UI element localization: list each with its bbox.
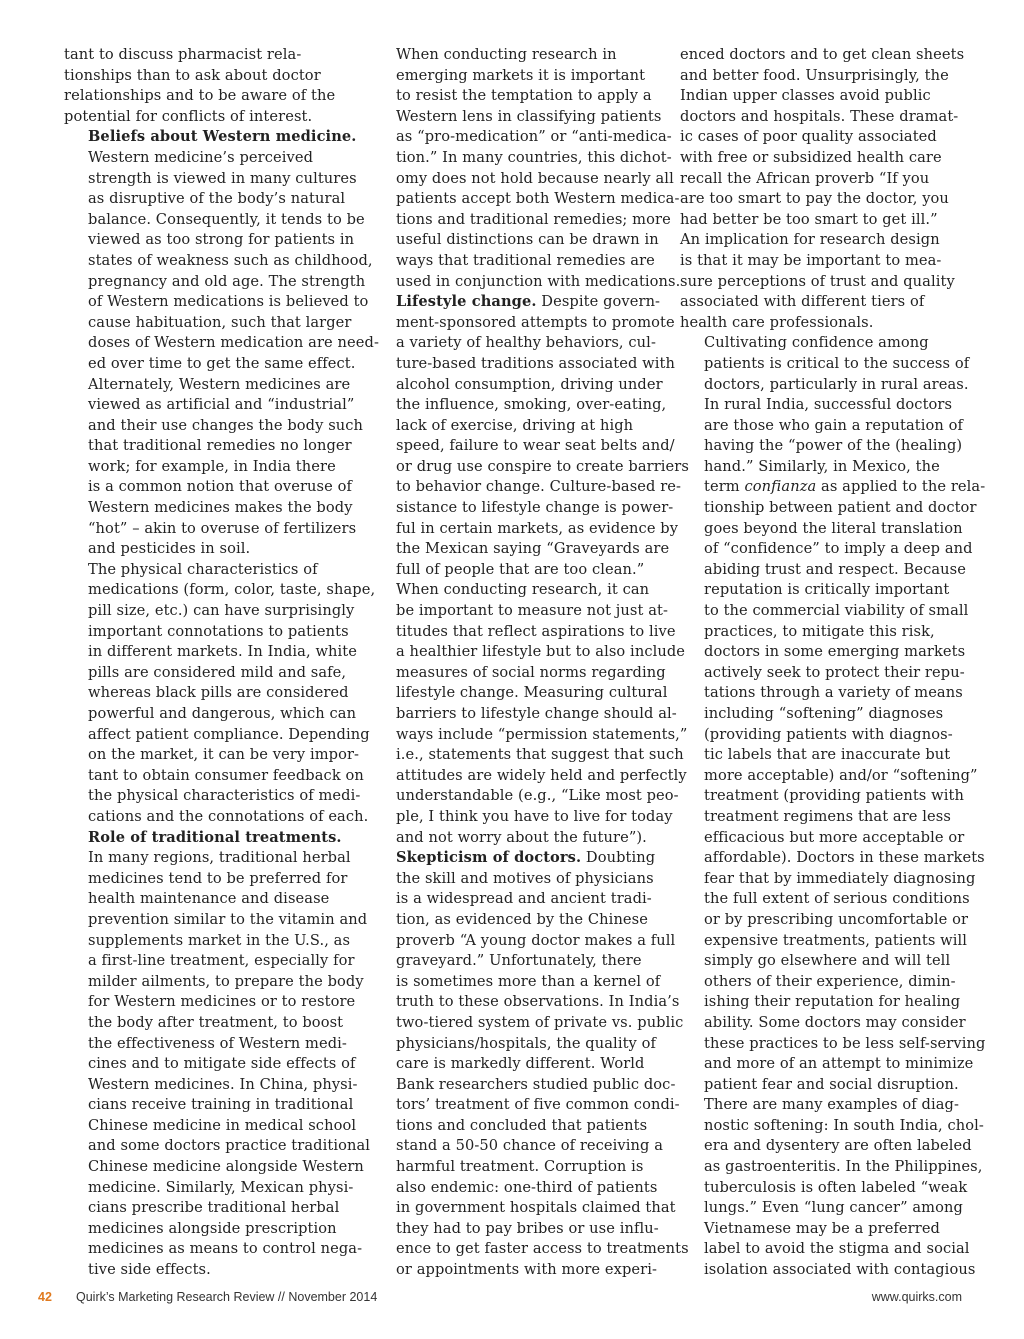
text-line: attitudes are widely held and perfectly [396, 766, 687, 784]
text-line: on the market, it can be very impor- [88, 746, 360, 764]
text-line: for Western medicines or to restore [88, 993, 356, 1011]
text-line: medicines as means to control nega- [88, 1240, 363, 1258]
text-line: in different markets. In India, white [88, 643, 358, 661]
text-line: of Western medications is believed to [88, 293, 369, 311]
text-line: care is markedly different. World [396, 1055, 645, 1073]
text-line: treatment (providing patients with [704, 787, 964, 805]
text-line: and pesticides in soil. [88, 540, 251, 558]
text-line: sure perceptions of trust and quality [680, 272, 955, 290]
text-line: nostic softening: In south India, chol- [704, 1116, 984, 1134]
text-line: tations through a variety of means [704, 684, 963, 702]
text-line: When conducting research, it can [396, 581, 650, 599]
text-line [372, 848, 657, 869]
text-line: era and dysentery are often labeled [704, 1137, 972, 1155]
text-line: the skill and motives of physicians [396, 869, 654, 887]
text-line: is sometimes more than a kernel of [396, 972, 661, 990]
text-line: ways include “permission statements,” [396, 725, 688, 743]
text-line: two-tiered system of private vs. public [396, 1013, 684, 1031]
text-line: ple, I think you have to live for today [396, 807, 673, 825]
text-line: is a common notion that overuse of [88, 478, 352, 496]
text-line: health maintenance and disease [88, 890, 330, 908]
text-line: in government hospitals claimed that [396, 1199, 676, 1217]
text-line: ic cases of poor quality associated [680, 128, 937, 146]
text-line: Western medicine’s perceived [88, 148, 314, 166]
text-line: or by prescribing uncomfortable or [704, 910, 969, 928]
text-line: or appointments with more experi- [396, 1261, 658, 1279]
text-line: lifestyle change. Measuring cultural [396, 684, 668, 702]
section-heading: Beliefs about Western medicine. [88, 128, 357, 146]
text-line: harmful treatment. Corruption is [396, 1158, 644, 1176]
text-run: Doubting [581, 849, 656, 867]
text-line: Bank researchers studied public doc- [396, 1075, 676, 1093]
text-line: medicines tend to be preferred for [88, 869, 348, 887]
text-line: a healthier lifestyle but to also include [396, 643, 686, 661]
text-line: potential for conflicts of interest. [64, 107, 313, 125]
text-line: as “pro-medication” or “anti-medica- [396, 128, 672, 146]
text-line: as gastroenteritis. In the Philippines, [704, 1158, 983, 1176]
text-line: ful in certain markets, as evidence by [396, 519, 679, 537]
text-line: medications (form, color, taste, shape, [88, 581, 376, 599]
text-line: patients accept both Western medica- [396, 190, 680, 208]
text-line: Cultivating confidence among [704, 334, 929, 352]
publication-info: Quirk’s Marketing Research Review // November 2014 [76, 1290, 378, 1304]
text-line: is a widespread and ancient tradi- [396, 890, 652, 908]
section-heading: Role of traditional treatments. [88, 828, 342, 846]
text-line: ture-based traditions associated with [396, 354, 675, 372]
text-line: lack of exercise, driving at high [396, 416, 634, 434]
text-line: as disruptive of the body’s natural [88, 190, 346, 208]
text-line: tionship between patient and doctor [704, 499, 977, 517]
paragraph [372, 580, 688, 848]
text-line: reputation is critically important [704, 581, 950, 599]
text-line: tions and concluded that patients [396, 1116, 648, 1134]
text-line: truth to these observations. In India’s [396, 993, 680, 1011]
paragraph [680, 45, 965, 333]
text-line: graveyard.” Unfortunately, there [396, 952, 642, 970]
text-line: or drug use conspire to create barriers [396, 457, 689, 475]
text-line: and not worry about the future”). [396, 828, 647, 846]
text-line: ment-sponsored attempts to promote [396, 313, 675, 331]
text-line: doctors and hospitals. These dramat- [680, 107, 959, 125]
text-line: are too smart to pay the doctor, you [680, 190, 949, 208]
text-line: viewed as artificial and “industrial” [88, 396, 355, 414]
text-line: of “confidence” to imply a deep and [704, 540, 973, 558]
text-run: Despite govern- [536, 293, 661, 311]
text-line: supplements market in the U.S., as [88, 931, 351, 949]
paragraph [64, 828, 371, 1281]
text-line: ways that traditional remedies are [396, 251, 655, 269]
text-line [64, 127, 357, 148]
text-line: associated with different tiers of [680, 293, 925, 311]
text-line: to behavior change. Culture-based re- [396, 478, 682, 496]
text-line: understandable (e.g., “Like most peo- [396, 787, 679, 805]
text-line: viewed as too strong for patients in [88, 231, 355, 249]
section-heading: Lifestyle change. [396, 293, 537, 311]
text-line: tic labels that are inaccurate but [704, 746, 951, 764]
text-line: abiding trust and respect. Because [704, 560, 966, 578]
text-line: relationships and to be aware of the [64, 87, 336, 105]
text-column-1 [64, 45, 379, 1281]
text-line: cines and to mitigate side effects of [88, 1055, 356, 1073]
text-line: to resist the temptation to apply a [396, 87, 652, 105]
text-line: barriers to lifestyle change should al- [396, 705, 677, 722]
text-line: medicine. Similarly, Mexican physi- [88, 1178, 354, 1196]
text-line: Vietnamese may be a preferred [704, 1219, 940, 1237]
paragraph [64, 560, 376, 828]
text-line: patients is critical to the success of [704, 354, 970, 372]
text-line: An implication for research design [680, 231, 940, 249]
text-line: goes beyond the literal translation [704, 519, 963, 537]
text-line: treatment regimens that are less [704, 807, 951, 825]
text-line: to the commercial viability of small [704, 602, 969, 620]
text-line: ishing their reputation for healing [704, 993, 961, 1011]
text-line: is that it may be important to mea- [680, 251, 942, 269]
text-line: fear that by immediately diagnosing [704, 869, 976, 887]
text-line: important connotations to patients [88, 622, 349, 640]
text-line: medicines alongside prescription [88, 1219, 337, 1237]
text-line: with free or subsidized health care [680, 148, 942, 166]
text-line: speed, failure to wear seat belts and/ [396, 437, 675, 455]
text-line: strength is viewed in many cultures [88, 169, 357, 187]
paragraph [680, 1095, 984, 1280]
website-url[interactable]: www.quirks.com [871, 1290, 962, 1304]
text-line: Western lens in classifying patients [396, 107, 662, 125]
text-line: omy does not hold because nearly all [396, 169, 674, 187]
text-line: term confianza as applied to the rela- [704, 478, 986, 496]
text-line: alcohol consumption, driving under [396, 375, 663, 393]
section-heading: Skepticism of doctors. [396, 849, 582, 867]
text-line: used in conjunction with medications. [396, 272, 681, 290]
text-line: that traditional remedies no longer [88, 437, 352, 455]
text-line: measures of social norms regarding [396, 663, 666, 681]
text-line: recall the African proverb “If you [680, 169, 930, 187]
text-line: physicians/hospitals, the quality of [396, 1034, 657, 1052]
text-line: more acceptable) and/or “softening” [704, 766, 978, 784]
text-line: sistance to lifestyle change is power- [396, 499, 674, 517]
text-line: others of their experience, dimin- [704, 972, 956, 990]
text-line: ence to get faster access to treatments [396, 1240, 689, 1258]
text-line: Chinese medicine in medical school [88, 1116, 357, 1134]
text-line: simply go elsewhere and will tell [704, 952, 951, 970]
text-line: cians prescribe traditional herbal [88, 1199, 340, 1217]
text-line: had better be too smart to get ill.” [680, 210, 938, 228]
text-line: titudes that reflect aspirations to live [396, 622, 676, 640]
text-line: the influence, smoking, over-eating, [396, 396, 667, 414]
text-line: i.e., statements that suggest that such [396, 746, 684, 764]
text-line: doses of Western medication are need- [88, 334, 379, 352]
text-line: emerging markets it is important [396, 66, 646, 84]
text-line: cause habituation, such that larger [88, 313, 352, 331]
text-line: states of weakness such as childhood, [88, 251, 373, 269]
text-line: tionships than to ask about doctor [64, 66, 321, 84]
text-line: tuberculosis is often labeled “weak [704, 1178, 968, 1196]
text-line: Western medicines. In China, physi- [88, 1075, 358, 1093]
text-line: hand.” Similarly, in Mexico, the [704, 457, 940, 475]
text-line: and their use changes the body such [88, 416, 364, 434]
text-line: patient fear and social disruption. [704, 1075, 959, 1093]
text-line: balance. Consequently, it tends to be [88, 210, 365, 228]
text-line: and more of an attempt to minimize [704, 1055, 974, 1073]
paragraph [372, 292, 689, 580]
text-line: the effectiveness of Western medi- [88, 1034, 347, 1052]
text-line: affect patient compliance. Depending [88, 725, 370, 743]
text-line: health care professionals. [680, 313, 874, 331]
paragraph [680, 333, 986, 1095]
text-line: The physical characteristics of [88, 560, 318, 578]
text-line: In many regions, traditional herbal [88, 849, 351, 867]
text-line: useful distinctions can be drawn in [396, 231, 659, 249]
text-line: tive side effects. [88, 1261, 211, 1279]
text-line: and better food. Unsurprisingly, the [680, 66, 949, 84]
text-line: cations and the connotations of each. [88, 807, 369, 825]
text-line: also endemic: one-third of patients [396, 1178, 658, 1196]
text-line: label to avoid the stigma and social [704, 1240, 970, 1258]
text-line: Indian upper classes avoid public [680, 87, 931, 105]
text-line: a variety of healthy behaviors, cul- [396, 334, 656, 352]
text-line: tant to discuss pharmacist rela- [64, 46, 302, 63]
page-footer [38, 1290, 962, 1310]
text-line: work; for example, in India there [88, 457, 336, 475]
text-line: tant to obtain consumer feedback on [88, 766, 364, 784]
text-line: “hot” – akin to overuse of fertilizers [88, 519, 357, 537]
text-line: efficacious but more acceptable or [704, 828, 965, 846]
text-line: the Mexican saying “Graveyards are [396, 540, 670, 558]
text-line: the body after treatment, to boost [88, 1013, 344, 1031]
text-line: enced doctors and to get clean sheets [680, 46, 965, 63]
text-line: full of people that are too clean.” [396, 560, 645, 578]
text-line [64, 828, 349, 849]
text-line: Alternately, Western medicines are [88, 375, 351, 393]
text-line: pregnancy and old age. The strength [88, 272, 366, 290]
text-line: having the “power of the (healing) [704, 437, 963, 455]
text-line: tion, as evidenced by the Chinese [396, 910, 648, 928]
page-number: 42 [38, 1290, 52, 1304]
text-line: Chinese medicine alongside Western [88, 1158, 364, 1176]
text-line: lungs.” Even “lung cancer” among [704, 1199, 963, 1217]
paragraph [64, 127, 379, 559]
text-line: tions and traditional remedies; more [396, 210, 671, 228]
text-line: doctors in some emerging markets [704, 643, 966, 661]
text-line: tion.” In many countries, this dichot- [396, 148, 672, 166]
text-line: cians receive training in traditional [88, 1096, 354, 1114]
text-line: whereas black pills are considered [88, 684, 349, 702]
text-line: When conducting research in [396, 46, 617, 63]
text-line: prevention similar to the vitamin and [88, 910, 368, 928]
paragraph [372, 848, 689, 1280]
text-line: a first-line treatment, especially for [88, 952, 355, 970]
text-line: be important to measure not just at- [396, 602, 669, 620]
text-line: are those who gain a reputation of [704, 416, 964, 434]
text-line: (providing patients with diagnos- [704, 725, 953, 743]
text-line: ed over time to get the same effect. [88, 354, 356, 372]
text-line: doctors, particularly in rural areas. [704, 375, 969, 393]
text-line: pill size, etc.) can have surprisingly [88, 602, 355, 620]
text-line [372, 292, 661, 313]
text-line: powerful and dangerous, which can [88, 705, 357, 722]
text-column-3 [680, 45, 986, 1281]
text-line: expensive treatments, patients will [704, 931, 968, 949]
text-line: practices, to mitigate this risk, [704, 622, 935, 640]
text-line: the physical characteristics of medi- [88, 787, 361, 805]
text-line: stand a 50-50 chance of receiving a [396, 1137, 664, 1155]
text-line: tors’ treatment of five common condi- [396, 1096, 680, 1114]
text-line: including “softening” diagnoses [704, 705, 944, 722]
text-line: these practices to be less self-serving [704, 1034, 986, 1052]
text-line: pills are considered mild and safe, [88, 663, 347, 681]
text-column-2 [372, 45, 689, 1281]
paragraph [64, 45, 349, 127]
text-line: milder ailments, to prepare the body [88, 972, 364, 990]
text-line: and some doctors practice traditional [88, 1137, 371, 1155]
text-line: affordable). Doctors in these markets [704, 849, 985, 867]
text-line: actively seek to protect their repu- [704, 663, 965, 681]
text-line: Western medicines makes the body [88, 499, 353, 517]
text-line: the full extent of serious conditions [704, 890, 970, 908]
paragraph [372, 45, 681, 292]
text-line: proverb “A young doctor makes a full [396, 931, 676, 949]
text-line: There are many examples of diag- [704, 1096, 959, 1114]
text-line: isolation associated with contagious [704, 1261, 976, 1279]
text-line: In rural India, successful doctors [704, 396, 953, 414]
text-line: ability. Some doctors may consider [704, 1013, 966, 1031]
text-line: they had to pay bribes or use influ- [396, 1219, 659, 1237]
